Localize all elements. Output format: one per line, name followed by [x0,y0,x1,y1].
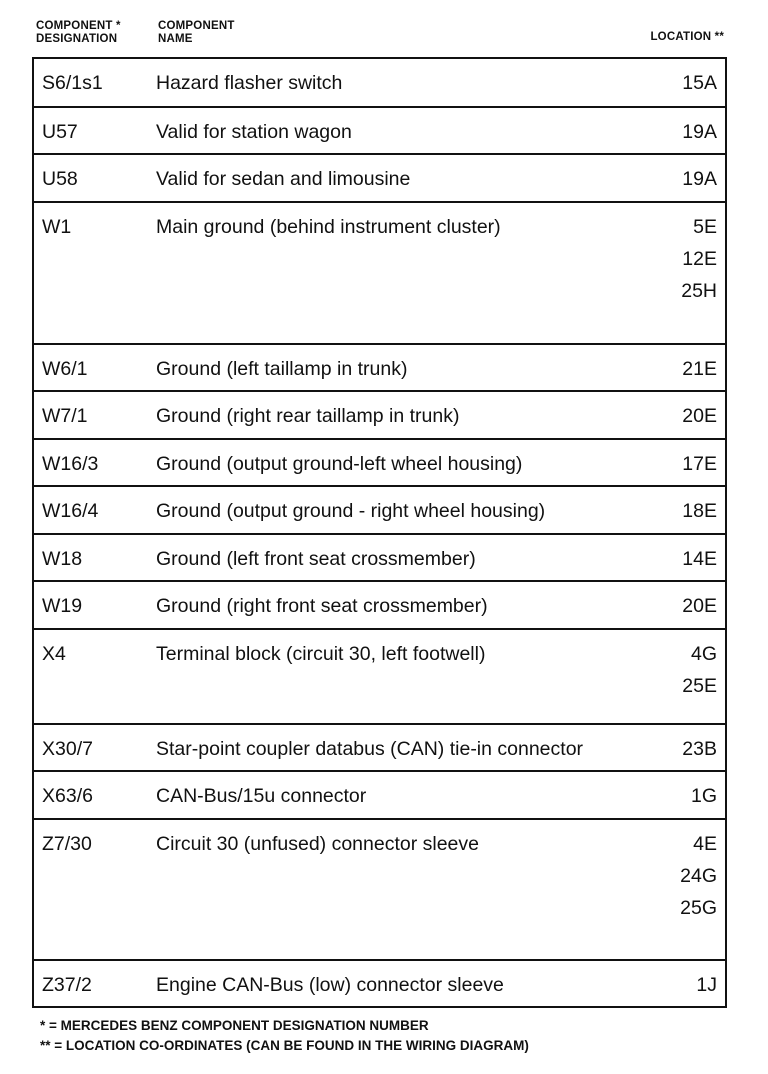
location-coordinate: 4G [690,643,717,665]
header-component-name [158,20,235,46]
component-location [682,67,717,99]
component-designation: X63/6 [42,785,93,807]
component-designation: W7/1 [42,405,88,427]
component-location [682,353,717,385]
table-row [34,390,725,438]
location-coordinate: 18E [682,500,717,522]
component-designation: Z37/2 [42,974,92,996]
location-coordinate: 25E [682,675,717,697]
location-coordinate: 17E [682,453,717,475]
table-row [34,201,725,343]
table-row [34,533,725,580]
location-coordinate: 15A [682,72,717,94]
component-designation: Z7/30 [42,833,92,855]
component-table [32,57,727,1008]
location-coordinate: 5E [693,216,717,238]
component-location [681,211,717,307]
location-coordinate: 24G [680,865,717,887]
location-coordinate: 25H [681,280,717,302]
table-row [34,770,725,818]
table-row [34,723,725,770]
header-component-designation [36,20,121,46]
component-location [680,828,717,924]
footnote-location: ** = LOCATION CO-ORDINATES (CAN BE FOUND IN THE WIRING DIAGRAM) [40,1038,529,1053]
component-location [682,638,717,702]
component-name: Circuit 30 (unfused) connector sleeve [156,833,479,855]
component-designation: U57 [42,121,78,143]
location-coordinate: 12E [682,248,717,270]
component-name: Terminal block (circuit 30, left footwell) [156,643,486,665]
component-designation: W18 [42,548,83,570]
component-name: Ground (left front seat crossmember) [156,548,476,570]
table-row [34,485,725,533]
component-designation: W19 [42,595,83,617]
component-location [682,448,717,480]
component-location [696,969,717,1001]
component-location [682,495,717,527]
component-name: Ground (output ground - right wheel housing) [156,500,546,522]
location-coordinate: 23B [682,738,717,760]
table-row [34,343,725,390]
location-coordinate: 19A [682,168,717,190]
component-designation: W16/4 [42,500,99,522]
component-name: Ground (right rear taillamp in trunk) [156,405,460,427]
component-location [682,590,717,622]
component-name: Engine CAN-Bus (low) connector sleeve [156,974,504,996]
location-coordinate: 20E [682,595,717,617]
table-row [34,818,725,959]
header-location: LOCATION ** [650,31,724,43]
component-designation: W16/3 [42,453,99,475]
component-designation: S6/1s1 [42,72,103,94]
component-name: Valid for sedan and limousine [156,168,411,190]
component-name: Valid for station wagon [156,121,352,143]
component-designation: W6/1 [42,358,88,380]
table-row [34,106,725,153]
table-row [34,153,725,201]
component-name: Ground (right front seat crossmember) [156,595,488,617]
location-coordinate: 25G [680,897,717,919]
component-name: Main ground (behind instrument cluster) [156,216,501,238]
component-location [682,163,717,195]
location-coordinate: 21E [682,358,717,380]
header-name-line-1: COMPONENT [158,20,235,32]
component-location [682,116,717,148]
header-designation-line-1: COMPONENT * [36,20,121,32]
component-name: Ground (output ground-left wheel housing) [156,453,523,475]
table-row [34,959,725,1006]
component-name: Ground (left taillamp in trunk) [156,358,408,380]
component-location [682,543,717,575]
footnote-designation: * = MERCEDES BENZ COMPONENT DESIGNATION NUMBER [40,1018,429,1033]
component-location [682,733,717,765]
table-row [34,628,725,723]
component-name: Star-point coupler databus (CAN) tie-in connector [156,738,584,760]
table-row [34,438,725,485]
component-name: CAN-Bus/15u connector [156,785,367,807]
table-row [34,59,725,106]
table-row [34,580,725,628]
location-coordinate: 4E [693,833,717,855]
header-designation-line-2: DESIGNATION [36,33,118,45]
component-location [691,780,717,812]
location-coordinate: 14E [682,548,717,570]
component-designation: X30/7 [42,738,93,760]
location-coordinate: 1J [696,974,717,996]
component-designation: U58 [42,168,78,190]
component-designation: W1 [42,216,72,238]
location-coordinate: 20E [682,405,717,427]
location-coordinate: 19A [682,121,717,143]
component-designation: X4 [42,643,66,665]
component-location [682,400,717,432]
location-coordinate: 1G [690,785,717,807]
header-name-line-2: NAME [158,33,193,45]
component-name: Hazard flasher switch [156,72,343,94]
